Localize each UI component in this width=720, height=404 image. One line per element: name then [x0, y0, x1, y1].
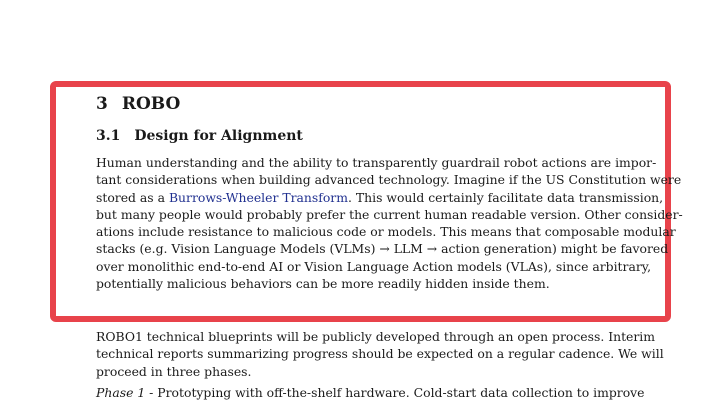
paragraph-line: stacks (e.g. Vision Language Models (VLMs) → LLM → action generation) might be favored [96, 241, 669, 257]
line-text: . This would certainly facilitate data transmission, [347, 189, 664, 205]
section-number: 3 [96, 94, 108, 114]
paragraph-design-alignment [96, 154, 683, 292]
burrows-wheeler-link[interactable]: Burrows-Wheeler Transform [168, 189, 348, 205]
paragraph-phase-1 [96, 384, 645, 401]
subsection-number: 3.1 [96, 128, 121, 144]
paragraph-line: over monolithic end-to-end AI or Vision Language Action models (VLAs), since arbitrary, [96, 258, 652, 274]
section-title: ROBO [121, 94, 181, 114]
subsection-title: Design for Alignment [134, 128, 303, 144]
section-heading [96, 94, 180, 114]
paragraph-line: but many people would probably prefer the current human readable version. Other consider- [96, 206, 683, 222]
line-text: - Prototyping with off-the-shelf hardware. Cold-start data collection to improve [145, 385, 645, 400]
paragraph-line: proceed in three phases. [96, 363, 252, 379]
paragraph-line [96, 189, 664, 206]
paragraph-line: ROBO1 technical blueprints will be publicly developed through an open process. Interim [96, 329, 656, 344]
subsection-heading-design [96, 128, 303, 144]
paragraph-line: potentially malicious behaviors can be more readily hidden inside them. [96, 276, 550, 292]
line-text: stored as a [96, 189, 169, 205]
phase-label: Phase 1 [96, 385, 146, 400]
paragraph-line: Human understanding and the ability to transparently guardrail robot actions are impor- [96, 155, 657, 170]
paragraph-line: ations include resistance to malicious code or models. This means that composable modular [96, 224, 676, 240]
paragraph-roadmap [96, 328, 664, 380]
paragraph-line: technical reports summarizing progress should be expected on a regular cadence. We will [96, 346, 664, 362]
paragraph-line: tant considerations when building advanced technology. Imagine if the US Constitution were [96, 172, 682, 188]
paragraph-line [96, 384, 645, 401]
